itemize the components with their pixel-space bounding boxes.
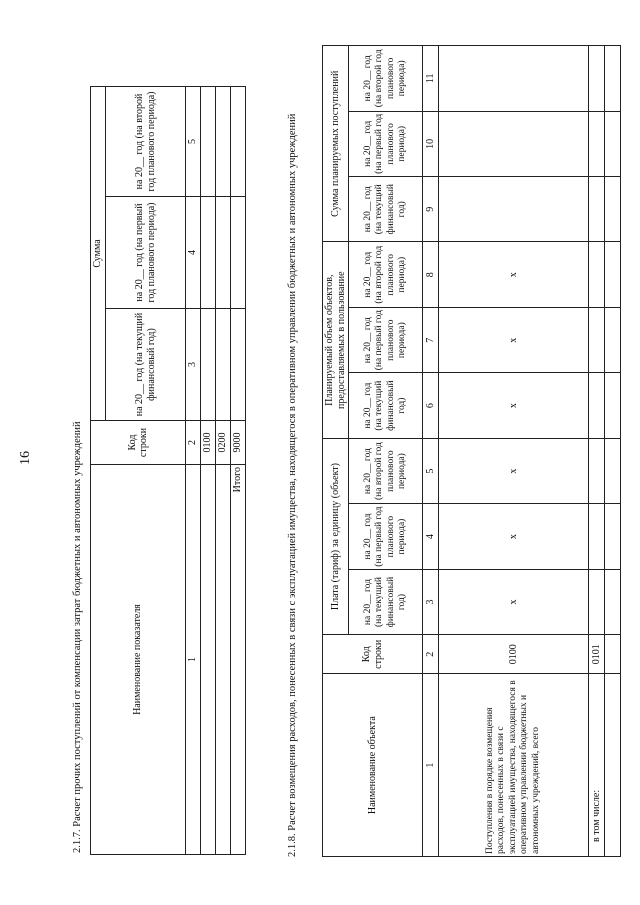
- header-year-current: на 20__ год (на текущий финансовый год): [349, 177, 423, 242]
- cell-value: [605, 674, 621, 857]
- total-row: [231, 87, 246, 855]
- property-costs-table: [322, 45, 621, 857]
- section-2-1-7-title: 2.1.7. Расчет прочих поступлений от компенсации затрат бюджетных и автономных учреждений: [72, 421, 83, 853]
- cell-value: [201, 309, 216, 421]
- table-row-empty: [605, 46, 621, 857]
- cell-value: [589, 46, 605, 112]
- cell-code: 0101: [589, 635, 605, 674]
- colnum-1: 1: [423, 674, 439, 857]
- header-row-code: Код строки: [91, 421, 186, 465]
- colnum-5: 5: [423, 438, 439, 504]
- cell-mark: х: [439, 242, 589, 307]
- cell-value: [589, 438, 605, 504]
- header-year-second-plan: на 20__ год (на второй год планового периода): [106, 87, 186, 197]
- cell-value: [589, 177, 605, 242]
- header-year-first-plan: на 20__ год (на первый год планового периода): [106, 197, 186, 309]
- cell-value: [589, 307, 605, 372]
- header-year-first-plan: на 20__ год (на первый год планового периода): [349, 504, 423, 569]
- cell-code: 0100: [201, 421, 216, 465]
- colnum-9: 9: [423, 177, 439, 242]
- cell-object-name: в том числе:: [589, 674, 605, 857]
- cell-value: [231, 309, 246, 421]
- header-planned-sum: Сумма планируемых поступлений: [323, 46, 349, 243]
- cell-value: [605, 438, 621, 504]
- colnum-1: 1: [186, 465, 201, 855]
- cell-value: [439, 46, 589, 112]
- cell-value: [605, 46, 621, 112]
- cell-mark: х: [439, 569, 589, 634]
- colnum-6: 6: [423, 373, 439, 438]
- total-code: 9000: [231, 421, 246, 465]
- header-year-second-plan: на 20__ год (на второй год планового периода): [349, 438, 423, 504]
- header-sum: Сумма: [91, 87, 106, 421]
- header-year-current: на 20__ год (на текущий финансовый год): [106, 309, 186, 421]
- cell-name: [216, 465, 231, 855]
- cell-value: [439, 111, 589, 176]
- header-indicator-name: Наименование показателя: [91, 465, 186, 855]
- colnum-10: 10: [423, 111, 439, 176]
- cell-value: [605, 111, 621, 176]
- colnum-3: 3: [423, 569, 439, 634]
- cell-value: [589, 242, 605, 307]
- cell-value: [589, 504, 605, 569]
- colnum-3: 3: [186, 309, 201, 421]
- cell-value: [605, 177, 621, 242]
- cell-value: [216, 197, 231, 309]
- table-row-total: [439, 46, 589, 857]
- cell-value: [231, 87, 246, 197]
- cell-mark: х: [439, 307, 589, 372]
- cell-value: [605, 569, 621, 634]
- table-row: [201, 87, 216, 855]
- cell-value: [605, 635, 621, 674]
- page-number: 16: [18, 451, 33, 465]
- cell-mark: х: [439, 373, 589, 438]
- table-row: [216, 87, 231, 855]
- header-year-first-plan: на 20__ год (на первый год планового периода): [349, 111, 423, 176]
- cell-name: [201, 465, 216, 855]
- cell-value: [605, 504, 621, 569]
- cell-value: [589, 373, 605, 438]
- colnum-5: 5: [186, 87, 201, 197]
- header-tariff: Плата (тариф) за единицу (объект): [323, 438, 349, 634]
- header-year-second-plan: на 20__ год (на второй год планового периода): [349, 46, 423, 112]
- cell-value: [216, 309, 231, 421]
- compensation-costs-table: [90, 86, 246, 855]
- header-year-current: на 20__ год (на текущий финансовый год): [349, 569, 423, 634]
- header-year-current: на 20__ год (на текущий финансовый год): [349, 373, 423, 438]
- colnum-2: 2: [186, 421, 201, 465]
- colnum-8: 8: [423, 242, 439, 307]
- table-row-subtotal: [589, 46, 605, 857]
- cell-object-name: Поступления в порядке возмещения расходов, понесенных в связи с эксплуатацией имущества, находящегося в оперативном управлении бюджетных и автономных учреждений, всего: [439, 674, 589, 857]
- header-row-code: Код строки: [323, 635, 423, 674]
- colnum-11: 11: [423, 46, 439, 112]
- cell-value: [201, 197, 216, 309]
- cell-code: 0100: [439, 635, 589, 674]
- cell-value: [589, 111, 605, 176]
- cell-value: [605, 373, 621, 438]
- section-2-1-8-title: 2.1.8. Расчет возмещения расходов, понесенных в связи с эксплуатацией имущества, находящегося в оперативном управлении бюджетных и автономных учреждений: [287, 113, 298, 857]
- cell-mark: х: [439, 504, 589, 569]
- cell-code: 0200: [216, 421, 231, 465]
- cell-value: [201, 87, 216, 197]
- colnum-4: 4: [186, 197, 201, 309]
- header-year-second-plan: на 20__ год (на второй год планового периода): [349, 242, 423, 307]
- colnum-4: 4: [423, 504, 439, 569]
- cell-value: [231, 197, 246, 309]
- cell-value: [605, 242, 621, 307]
- cell-value: [589, 569, 605, 634]
- header-year-first-plan: на 20__ год (на первый год планового периода): [349, 307, 423, 372]
- cell-mark: х: [439, 438, 589, 504]
- total-label: Итого: [231, 465, 246, 855]
- colnum-7: 7: [423, 307, 439, 372]
- header-object-name: Наименование объекта: [323, 674, 423, 857]
- colnum-2: 2: [423, 635, 439, 674]
- cell-value: [439, 177, 589, 242]
- cell-value: [605, 307, 621, 372]
- cell-value: [216, 87, 231, 197]
- header-volume: Планируемый объем объектов, предоставляемых в пользование: [323, 242, 349, 438]
